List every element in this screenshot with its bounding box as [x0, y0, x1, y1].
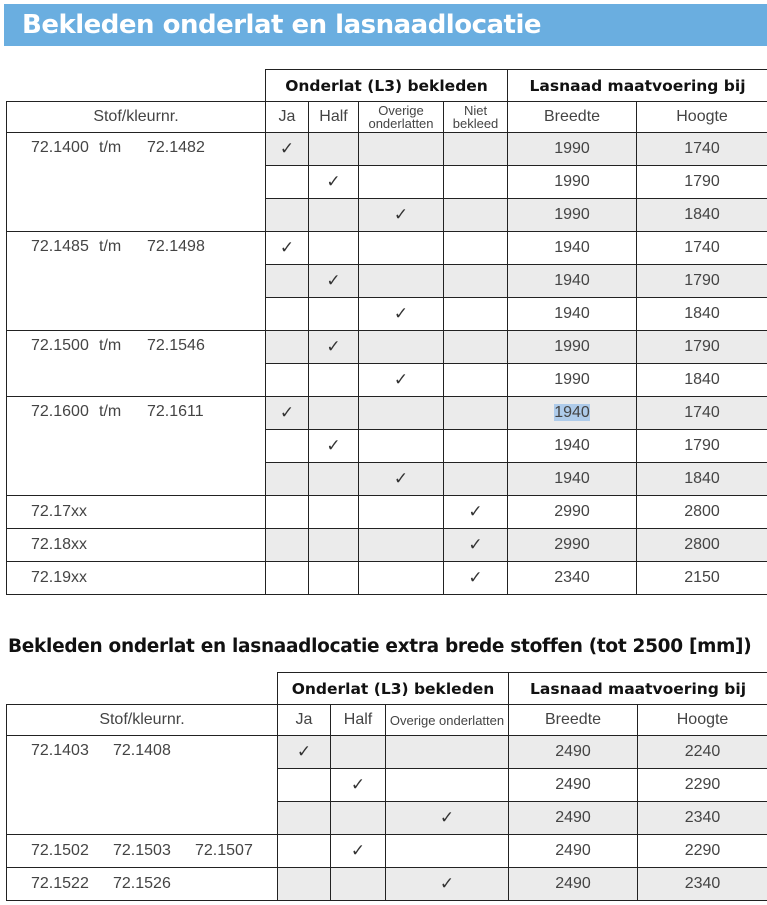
header-niet-bekleed: Niet bekleed [444, 102, 508, 133]
hoogte-cell: 2240 [638, 736, 767, 769]
hoogte-cell: 1740 [637, 232, 767, 265]
header-half: Half [331, 705, 386, 736]
hoogte-cell: 1840 [637, 463, 767, 496]
check-half: ✓ [309, 265, 359, 298]
breedte-cell: 1990 [508, 331, 637, 364]
hoogte-cell: 1790 [637, 265, 767, 298]
hoogte-cell: 2800 [637, 529, 767, 562]
breedte-cell: 2490 [509, 802, 638, 835]
check-ja [278, 802, 331, 835]
stof-from: 72.1485 [31, 238, 89, 255]
header-hoogte: Hoogte [638, 705, 767, 736]
check-overige [359, 562, 444, 595]
table-row [7, 496, 767, 529]
check-overige: ✓ [359, 199, 444, 232]
check-niet: ✓ [444, 529, 508, 562]
check-half [331, 736, 386, 769]
selected-text[interactable]: 1940 [554, 404, 590, 421]
breedte-cell: 2990 [508, 496, 637, 529]
stof-cell: 72.18xx [7, 529, 266, 562]
check-niet [444, 166, 508, 199]
stof-to: 72.1482 [147, 139, 205, 156]
stof-to: 72.1546 [147, 337, 205, 354]
stof-cell: 72.17xx [7, 496, 266, 529]
header-stof: Stof/kleurnr. [7, 102, 266, 133]
header-ja: Ja [266, 102, 309, 133]
hoogte-cell: 2340 [638, 868, 767, 901]
check-niet [444, 397, 508, 430]
stof-cell: 72.19xx [7, 562, 266, 595]
stof-cell [7, 736, 278, 835]
hoogte-cell: 1740 [637, 397, 767, 430]
hoogte-cell: 1840 [637, 298, 767, 331]
check-overige [386, 835, 509, 868]
check-ja [266, 529, 309, 562]
header-breedte: Breedte [508, 102, 637, 133]
check-half [309, 298, 359, 331]
stof-from: 72.1500 [31, 337, 89, 354]
check-ja [278, 868, 331, 901]
header-breedte: Breedte [509, 705, 638, 736]
table-row [7, 529, 767, 562]
check-half: ✓ [331, 769, 386, 802]
hoogte-cell: 1790 [637, 166, 767, 199]
breedte-cell: 1990 [508, 199, 637, 232]
check-niet [444, 364, 508, 397]
check-half [331, 802, 386, 835]
breedte-cell: 2490 [509, 835, 638, 868]
hoogte-cell: 1790 [637, 331, 767, 364]
check-ja [266, 364, 309, 397]
check-overige: ✓ [386, 802, 509, 835]
stof-to: 72.1498 [147, 238, 205, 255]
check-ja [266, 199, 309, 232]
check-ja [266, 331, 309, 364]
breedte-cell [508, 397, 637, 430]
check-overige [359, 232, 444, 265]
check-ja [266, 562, 309, 595]
stof-cell [7, 232, 266, 331]
hoogte-cell: 2290 [638, 835, 767, 868]
check-niet [444, 331, 508, 364]
check-niet [444, 199, 508, 232]
breedte-cell: 1940 [508, 298, 637, 331]
table-row [7, 736, 767, 769]
stof-cell [7, 868, 278, 901]
check-half [309, 529, 359, 562]
check-overige: ✓ [359, 364, 444, 397]
table-row [7, 868, 767, 901]
stof-cell [7, 835, 278, 868]
check-ja [266, 430, 309, 463]
check-half [309, 496, 359, 529]
table-row [7, 397, 767, 430]
hoogte-cell: 2340 [638, 802, 767, 835]
header-empty [7, 673, 278, 705]
check-half [309, 397, 359, 430]
breedte-cell: 2990 [508, 529, 637, 562]
check-overige [359, 397, 444, 430]
breedte-cell: 2340 [508, 562, 637, 595]
check-overige [359, 265, 444, 298]
page-title: Bekleden onderlat en lasnaadlocatie [22, 10, 542, 40]
check-niet [444, 463, 508, 496]
table-row [7, 133, 767, 166]
check-overige [359, 166, 444, 199]
table-row [7, 232, 767, 265]
check-overige [386, 736, 509, 769]
header-stof: Stof/kleurnr. [7, 705, 278, 736]
check-ja: ✓ [266, 133, 309, 166]
check-half: ✓ [309, 430, 359, 463]
stof-tm: t/m [99, 337, 122, 354]
check-overige [359, 331, 444, 364]
hoogte-cell: 2800 [637, 496, 767, 529]
section-title: Bekleden onderlat en lasnaadlocatie extra brede stoffen (tot 2500 [mm]) [8, 636, 752, 657]
stof-cell [7, 397, 266, 496]
check-niet [444, 133, 508, 166]
stof-cell [7, 133, 266, 232]
check-niet [444, 232, 508, 265]
stof-from: 72.1400 [31, 139, 89, 156]
hoogte-cell: 1740 [637, 133, 767, 166]
table-row [7, 562, 767, 595]
check-overige: ✓ [386, 868, 509, 901]
check-ja [266, 166, 309, 199]
breedte-cell: 1940 [508, 265, 637, 298]
stof-tm: t/m [99, 403, 122, 420]
check-half [309, 463, 359, 496]
check-overige: ✓ [359, 463, 444, 496]
breedte-cell: 2490 [509, 736, 638, 769]
stof-code: 72.1502 [31, 842, 89, 859]
stof-code: 72.1408 [113, 742, 171, 759]
check-overige: ✓ [359, 298, 444, 331]
breedte-cell: 1940 [508, 463, 637, 496]
check-half: ✓ [309, 331, 359, 364]
breedte-cell: 1990 [508, 364, 637, 397]
stof-code: 72.1522 [31, 875, 89, 892]
header-half: Half [309, 102, 359, 133]
check-ja [266, 463, 309, 496]
check-overige [359, 133, 444, 166]
stof-to: 72.1611 [147, 403, 204, 420]
check-half [309, 562, 359, 595]
check-ja [266, 496, 309, 529]
stof-cell [7, 331, 266, 397]
check-ja [266, 298, 309, 331]
check-overige [386, 769, 509, 802]
check-half [309, 199, 359, 232]
breedte-cell: 1990 [508, 166, 637, 199]
header-lasnaad-group: Lasnaad maatvoering bij [508, 70, 767, 102]
check-half [331, 868, 386, 901]
check-overige [359, 529, 444, 562]
stof-code: 72.1403 [31, 742, 89, 759]
breedte-cell: 1940 [508, 430, 637, 463]
stof-tm: t/m [99, 139, 122, 156]
hoogte-cell: 1840 [637, 364, 767, 397]
check-niet [444, 265, 508, 298]
check-ja [278, 835, 331, 868]
check-ja [266, 265, 309, 298]
header-onderlat-group: Onderlat (L3) bekleden [266, 70, 508, 102]
hoogte-cell: 2150 [637, 562, 767, 595]
check-half: ✓ [309, 166, 359, 199]
check-niet [444, 430, 508, 463]
check-half [309, 133, 359, 166]
stof-tm: t/m [99, 238, 122, 255]
breedte-cell: 2490 [509, 769, 638, 802]
hoogte-cell: 1790 [637, 430, 767, 463]
check-half: ✓ [331, 835, 386, 868]
breedte-cell: 1990 [508, 133, 637, 166]
stof-from: 72.1600 [31, 403, 89, 420]
extra-brede-table [6, 672, 767, 901]
header-empty [7, 70, 266, 102]
page-banner [4, 4, 767, 46]
check-half [309, 364, 359, 397]
hoogte-cell: 1840 [637, 199, 767, 232]
breedte-cell: 2490 [509, 868, 638, 901]
hoogte-cell: 2290 [638, 769, 767, 802]
breedte-cell: 1940 [508, 232, 637, 265]
check-ja [278, 769, 331, 802]
onderlat-table [6, 69, 767, 595]
stof-code: 72.1507 [195, 842, 253, 859]
check-niet [444, 298, 508, 331]
check-overige [359, 496, 444, 529]
header-onderlat-group: Onderlat (L3) bekleden [278, 673, 509, 705]
check-ja: ✓ [278, 736, 331, 769]
stof-code: 72.1503 [113, 842, 171, 859]
check-niet: ✓ [444, 496, 508, 529]
header-ja: Ja [278, 705, 331, 736]
check-ja: ✓ [266, 397, 309, 430]
check-ja: ✓ [266, 232, 309, 265]
table-row [7, 835, 767, 868]
stof-code: 72.1526 [113, 875, 171, 892]
table-row [7, 331, 767, 364]
header-overige: Overige onderlatten [386, 705, 509, 736]
check-half [309, 232, 359, 265]
header-lasnaad-group: Lasnaad maatvoering bij [509, 673, 767, 705]
check-overige [359, 430, 444, 463]
header-hoogte: Hoogte [637, 102, 767, 133]
check-niet: ✓ [444, 562, 508, 595]
header-overige: Overige onderlatten [359, 102, 444, 133]
